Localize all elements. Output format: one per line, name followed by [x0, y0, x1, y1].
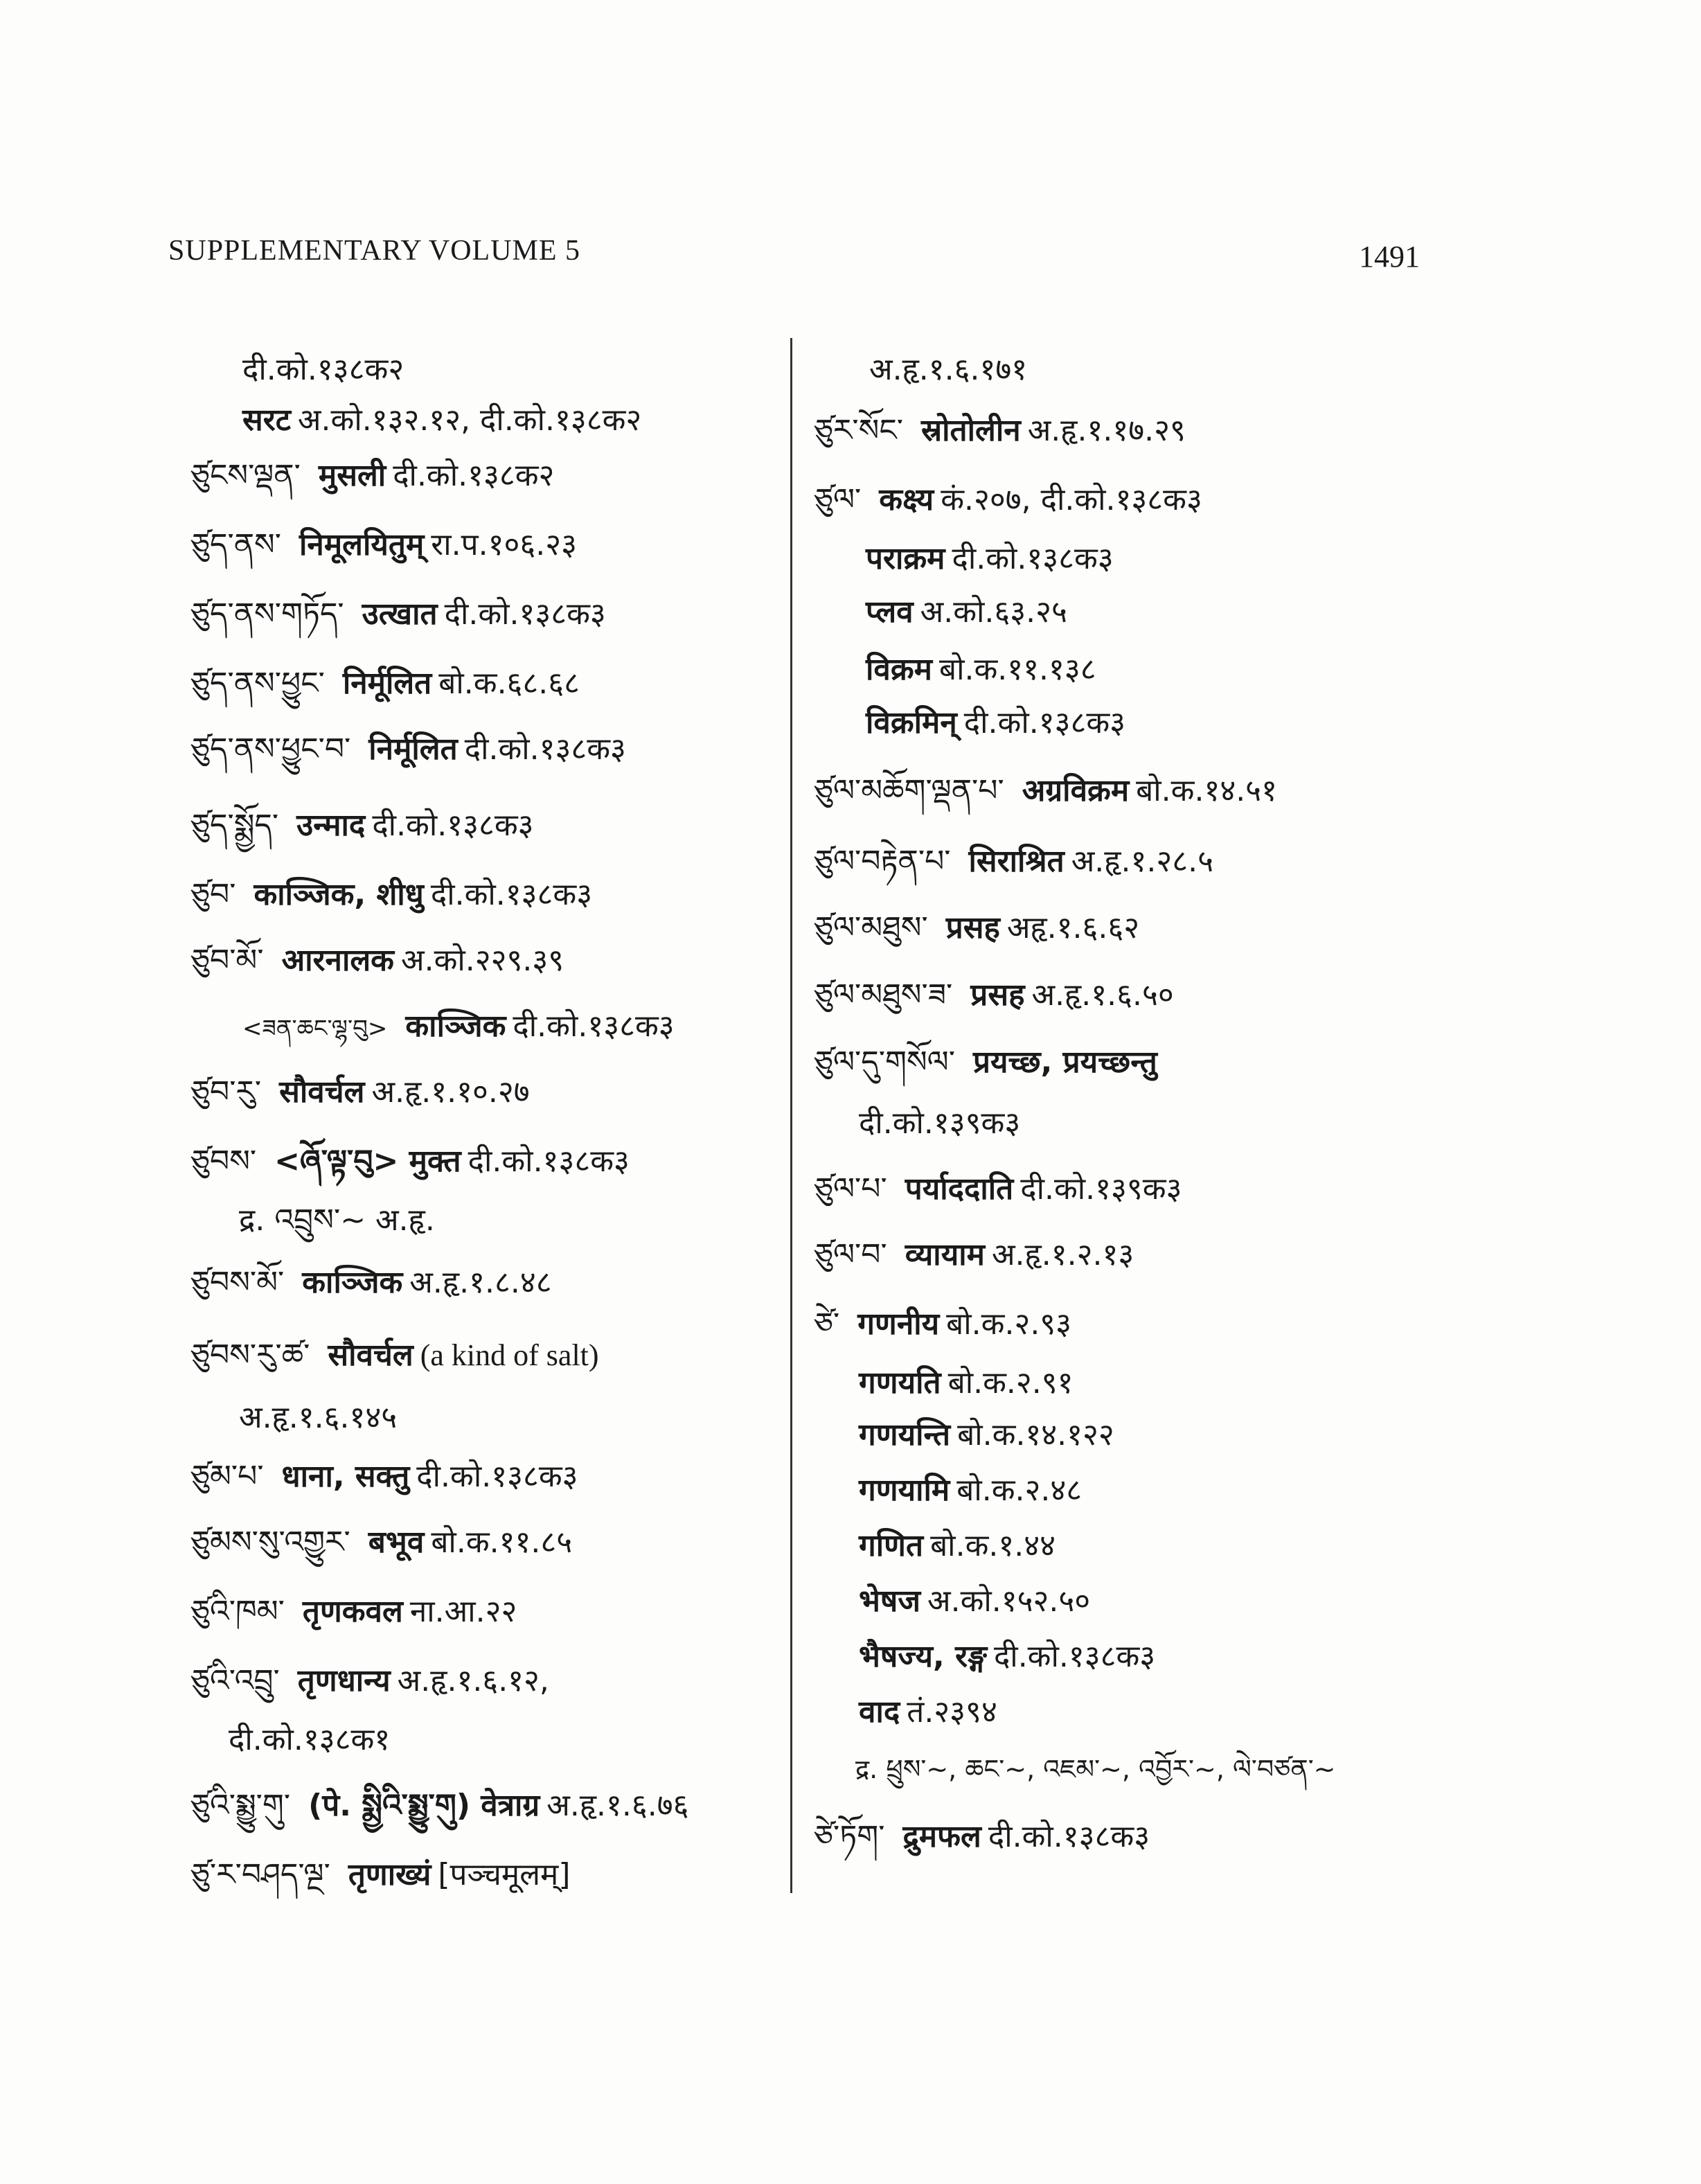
left-entry: ཙུའི་འབྲུ་ तृणधान्य अ.हृ.१.६.१२,	[190, 1663, 549, 1698]
column-divider	[790, 338, 792, 1893]
right-entry: गणित बो.क.१.४४	[859, 1528, 1056, 1563]
left-entry: ཙུམ་པ་ धाना, सक्तु दी.को.१३८क३	[190, 1459, 578, 1494]
left-entry: ཙུད་སྨྱོད་ उन्माद दी.को.१३८क३	[190, 808, 534, 843]
left-entry: दी.को.१३८क१	[229, 1722, 391, 1757]
left-entry: अ.हृ.१.६.१४५	[239, 1400, 398, 1435]
right-entry: भैषज्य, रङ्ग दी.को.१३८क३	[859, 1639, 1156, 1674]
right-entry: ཙུལ་བརྟེན་པ་ सिराश्रित अ.हृ.१.२८.५	[814, 844, 1213, 879]
right-entry: ཙུལ་མཐུས་ཟ་ प्रसह अ.हृ.१.६.५०	[814, 977, 1174, 1013]
left-entry: दी.को.१३८क२	[242, 352, 404, 387]
left-entry: सरट अ.को.१३२.१२, दी.को.१३८क२	[242, 402, 642, 438]
right-entry: ཙུལ་མཐུས་ प्रसह अहृ.१.६.६२	[814, 910, 1140, 945]
left-entry: <ཟན་ཆང་ལྷ་བུ> काञ्जिक दी.को.१३८क३	[242, 1009, 675, 1044]
left-entry: ཙུབས་རུ་ཚ་ सौवर्चल (a kind of salt)	[190, 1338, 599, 1373]
left-entry: ཙུབ་ काञ्जिक, शीधु दी.को.१३८क३	[190, 877, 593, 912]
right-entry: ཙུལ་དུ་གསོལ་ प्रयच्छ, प्रयच्छन्तु	[814, 1045, 1157, 1080]
right-entry: द्र. ཕྲུས་~, ཆང་~, འཇམ་~, འབྱོར་~, ལེ་བཙན་~	[855, 1754, 1336, 1784]
running-header: SUPPLEMENTARY VOLUME 5	[168, 235, 581, 267]
right-entry: प्लव अ.को.६३.२५	[866, 594, 1067, 630]
right-entry: ཙུར་སོང་ स्रोतोलीन अ.हृ.१.१७.२९	[814, 413, 1186, 448]
right-entry: अ.हृ.१.६.१७१	[869, 352, 1028, 387]
right-entry: ཙེ་ཏོག་ द्रुमफल दी.को.१३८क३	[814, 1819, 1150, 1854]
left-entry: ཙུད་ནས་གཏོད་ उत्खात दी.को.१३८क३	[190, 596, 606, 632]
right-entry: ཙུལ་པ་ पर्याददाति दी.को.१३९क३	[814, 1171, 1182, 1207]
left-entry: ཙུབ་མོ་ आरनालक अ.को.२२९.३९	[190, 943, 564, 978]
right-entry: विक्रम बो.क.११.१३८	[866, 652, 1096, 687]
right-entry: विक्रमिन् दी.को.१३८क३	[866, 705, 1126, 740]
right-entry: ཙུལ་ कक्ष्य कं.२०७, दी.को.१३८क३	[814, 482, 1202, 517]
right-entry: ཙུལ་མཆོག་ལྡན་པ་ अग्रविक्रम बो.क.१४.५१	[814, 773, 1277, 808]
right-entry: ཙུལ་བ་ व्यायाम अ.हृ.१.२.१३	[814, 1237, 1134, 1272]
right-entry: भेषज अ.को.१५२.५०	[859, 1583, 1091, 1619]
right-entry: वाद तं.२३९४	[859, 1694, 997, 1730]
right-entry: ཙེ་ गणनीय बो.क.२.९३	[814, 1306, 1072, 1342]
left-entry: ཙུད་ནས་ निमूलयितुम् रा.प.१०६.२३	[190, 527, 578, 562]
left-entry: ཙུབས་མོ་ काञ्जिक अ.हृ.१.८.४८	[190, 1265, 552, 1300]
left-entry: ཙུ་ར་བཤད་ལྔ་ तृणाख्यं [पञ्चमूलम्]	[190, 1857, 571, 1892]
left-entry: ཙུམས་སུ་འགྱུར་ बभूव बो.क.११.८५	[190, 1525, 573, 1560]
left-entry: ཙུངས་ལྡན་ मुसली दी.को.१३८क२	[190, 458, 555, 493]
left-entry: ཙུད་ནས་ཕྱུང་བ་ निर्मूलित दी.को.१३८क३	[190, 731, 626, 767]
right-entry: दी.को.१३९क३	[859, 1106, 1021, 1141]
left-entry: ཙུབས་ <ཞོ་ལྟ་བུ> मुक्त दी.को.१३८क३	[190, 1144, 630, 1179]
left-entry: ཙུའི་ཁམ་ तृणकवल ना.आ.२२	[190, 1594, 517, 1629]
page-number: 1491	[1359, 240, 1420, 274]
left-entry: ཙུབ་རུ་ सौवर्चल अ.हृ.१.१०.२७	[190, 1074, 530, 1110]
right-entry: पराक्रम दी.को.१३८क३	[866, 541, 1114, 576]
left-entry: द्र. འབྲུས་~ अ.हृ.	[239, 1202, 435, 1238]
left-entry: ཙུད་ནས་ཕྱུང་ निर्मूलित बो.क.६८.६८	[190, 666, 580, 701]
right-entry: गणयामि बो.क.२.४८	[859, 1473, 1083, 1508]
left-entry: ཙུའི་སྨྱུ་གུ་ (पे. སྨྱིའི་སྨྱུ་གུ) वेत्राग्र अ.हृ.१.६.७६	[190, 1788, 689, 1823]
right-entry: गणयति बो.क.२.९१	[859, 1365, 1074, 1401]
right-entry: गणयन्ति बो.क.१४.१२२	[859, 1417, 1114, 1453]
